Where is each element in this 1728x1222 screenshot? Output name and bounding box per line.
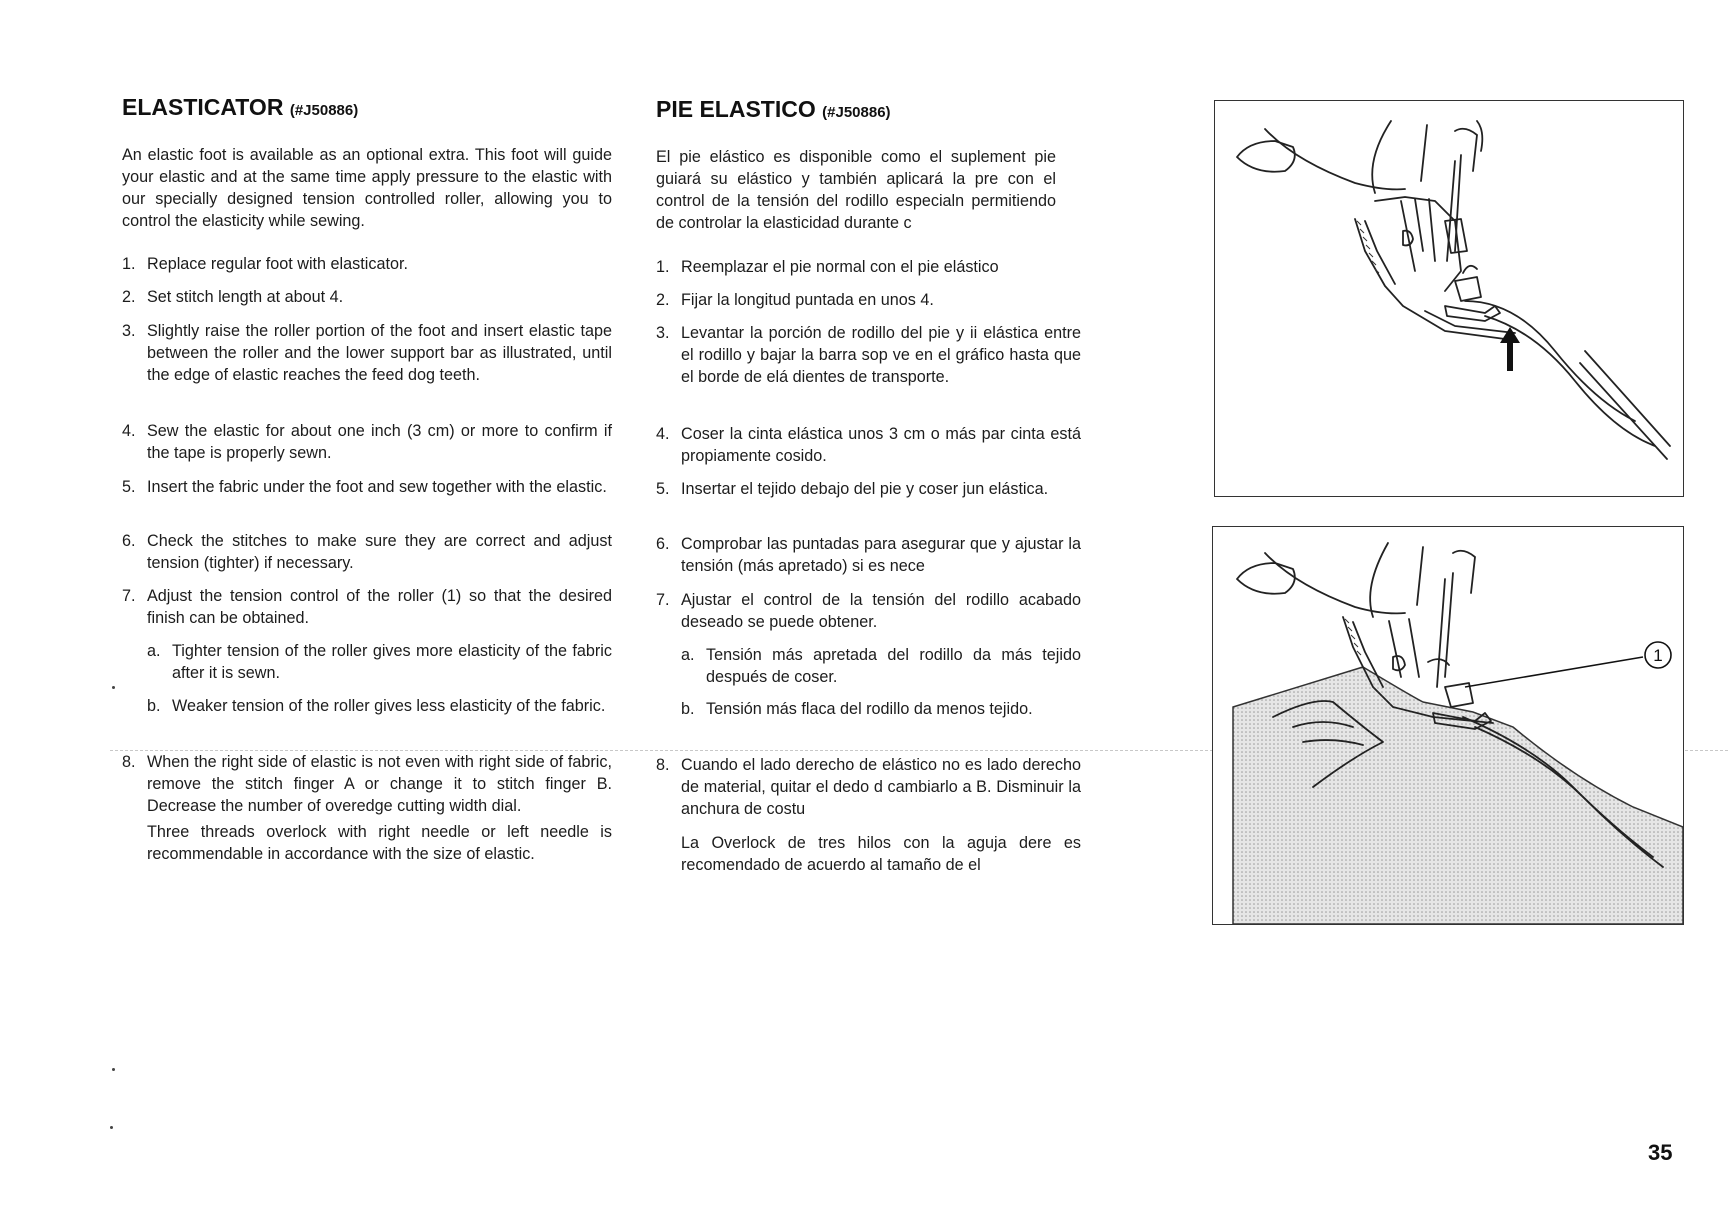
illustration-elastic-insertion — [1214, 100, 1684, 497]
scan-speck — [112, 686, 115, 689]
elasticator-sewing-drawing — [1213, 527, 1683, 924]
scan-speck — [112, 1068, 115, 1071]
section-title-en: ELASTICATOR (#J50886) — [122, 94, 359, 120]
scan-speck — [110, 1126, 113, 1129]
note-paragraph-es: La Overlock de tres hilos con la aguja dere es recomendado de acuerdo al tamaño de el — [681, 834, 1081, 874]
intro-paragraph-en: An elastic foot is available as an optional extra. This foot will guide your elastic and at the same time apply pressure to the elastic with our specially designed tension controlled roller, allowing you to control the elasticity while sewing. — [122, 146, 612, 230]
intro-paragraph-es: El pie elástico es disponible como el suplement pie guiará su elástico y también aplicará la pre con el control de la tensión del rodillo especialn permitiendo de controlar la elasticidad durante c — [656, 148, 1056, 232]
section-title-es: PIE ELASTICO (#J50886) — [656, 96, 891, 122]
page-number: 35 — [1648, 1140, 1673, 1165]
note-paragraph-en: Three threads overlock with right needle or left needle is recommendable in accordance with the size of elastic. — [147, 823, 612, 863]
illustration-sewing-elastic — [1212, 526, 1684, 925]
elasticator-foot-drawing — [1215, 101, 1683, 496]
roller-callout-label: 1 — [1653, 646, 1663, 665]
spanish-column: PIE ELASTICO (#J50886) El pie elástico es disponible como el suplement pie guiará su elástico y también aplicará la pre con el control de la tensión del rodillo especialn permitiendo de controlar la elasticidad durante c 1. Reemplazar el pie normal con el pie elástico 2. Fijar la longitud puntada en unos 4. 3. Levantar la porción de rodillo del pie y ii elástica entre el rodillo y bajar la barra sop ve en el gráfico hasta que el borde de elá dientes de transporte. 4. Coser la cinta elástica unos 3 cm o más par cinta está propiamente cosido. 5. Insertar el tejido debajo del pie y coser jun elástica. 6. Comprobar las puntadas para asegurar que y ajustar la tensión (más apretado) si es nece 7. Ajustar el control de la tensión del rodillo acabado deseado se puede obtener. a. Tensión más apretada del rodillo da más tejido después de coser. b. Tensión más flaca del rodillo da menos tejido. 8. Cuando el lado derecho de elástico no es lado derecho de material, quitar el dedo d cambiarlo a B. Disminuir la anchura de costu La Overlock de tres hilos con la aguja dere es recomendado de acuerdo al tamaño de el — [656, 96, 1081, 874]
